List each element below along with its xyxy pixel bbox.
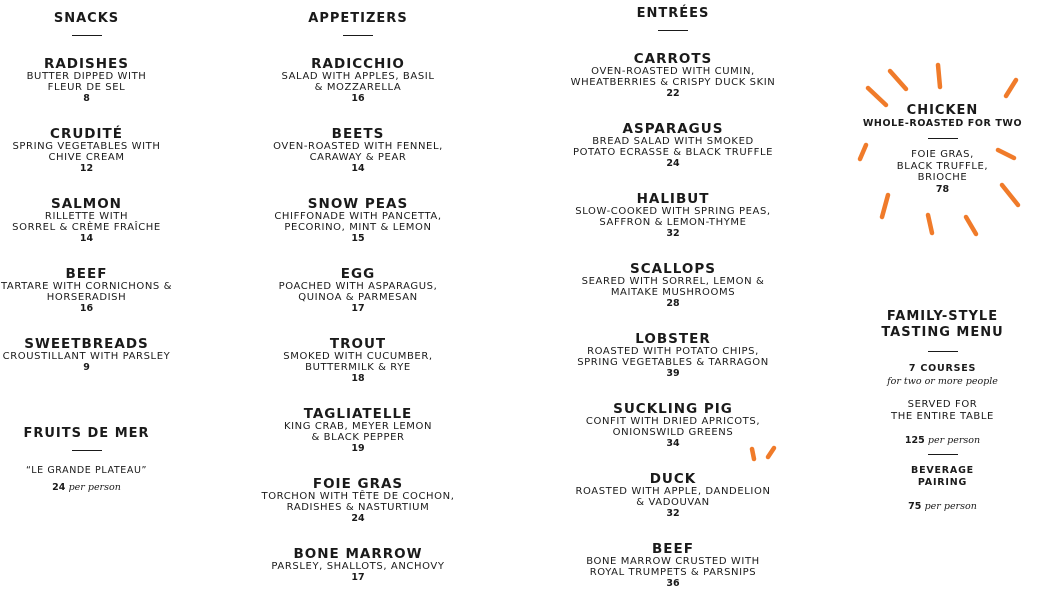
item-name: BEEF — [652, 541, 694, 557]
item-name: LOBSTER — [635, 331, 711, 347]
entrees-column — [560, 0, 786, 589]
item-price: 24 — [666, 158, 680, 169]
chicken-name: CHICKEN — [906, 103, 979, 118]
menu-item — [560, 472, 786, 519]
menu-item — [255, 337, 461, 384]
menu-item — [560, 52, 786, 99]
menu-item — [560, 122, 786, 169]
item-name: ASPARAGUS — [622, 121, 724, 137]
item-name: BEETS — [331, 126, 385, 142]
menu-item — [255, 547, 461, 583]
item-desc: PARSLEY, SHALLOTS, ANCHOVY — [271, 561, 445, 572]
item-price: 12 — [79, 163, 94, 174]
fruits-de-mer-quote: “LE GRANDE PLATEAU” — [25, 465, 148, 476]
item-desc: SPRING VEGETABLES WITH CHIVE CREAM — [12, 141, 161, 163]
item-desc: ROASTED WITH POTATO CHIPS, SPRING VEGETABLES & TARRAGON — [577, 346, 769, 368]
item-desc: KING CRAB, MEYER LEMON & BLACK PEPPER — [283, 421, 433, 443]
appetizers-column — [255, 0, 461, 583]
menu-item — [560, 542, 786, 589]
item-price: 14 — [79, 233, 94, 244]
item-price: 28 — [666, 298, 680, 309]
item-price: 32 — [666, 228, 680, 239]
item-price: 24 — [351, 513, 365, 524]
snacks-title: SNACKS — [53, 11, 120, 26]
item-name: BEEF — [65, 266, 108, 282]
item-price: 36 — [666, 578, 680, 589]
item-name: SWEETBREADS — [24, 336, 149, 352]
right-column — [855, 0, 1030, 512]
item-price: 17 — [351, 303, 365, 314]
item-price: 39 — [666, 368, 680, 379]
tasting-price: 125 per person — [904, 434, 981, 446]
chicken-desc: FOIE GRAS, BLACK TRUFFLE, BRIOCHE — [896, 149, 989, 183]
item-desc: BONE MARROW CRUSTED WITH ROYAL TRUMPETS & PARSNIPS — [586, 556, 760, 578]
item-price: 18 — [351, 373, 365, 384]
menu-item — [255, 267, 461, 314]
beverage-pairing: BEVERAGE PAIRING — [911, 464, 974, 488]
item-name: SALMON — [51, 196, 122, 212]
chicken-price: 78 — [935, 183, 950, 195]
chicken-subtitle: WHOLE-ROASTED FOR TWO — [862, 118, 1023, 129]
entrees-title: ENTRÉES — [636, 6, 710, 21]
item-desc: TORCHON WITH TÊTE DE COCHON, RADISHES & NASTURTIUM — [261, 491, 455, 513]
item-name: TROUT — [329, 336, 387, 352]
item-desc: CONFIT WITH DRIED APRICOTS, ONIONSWILD GREENS — [585, 416, 761, 438]
item-desc: RILLETTE WITH SORREL & CRÈME FRAÎCHE — [12, 211, 161, 233]
item-name: CRUDITÉ — [50, 126, 123, 142]
item-name: RADISHES — [43, 56, 130, 72]
item-price: 19 — [351, 443, 365, 454]
item-name: SCALLOPS — [630, 261, 716, 277]
menu-item — [255, 127, 461, 174]
item-price: 8 — [83, 93, 90, 104]
item-desc: BUTTER DIPPED WITH FLEUR DE SEL — [26, 71, 147, 93]
fruits-de-mer-title: FRUITS DE MER — [23, 426, 150, 441]
menu-item — [560, 262, 786, 309]
tasting-served: SERVED FOR THE ENTIRE TABLE — [891, 398, 994, 422]
item-desc: SEARED WITH SORREL, LEMON & MAITAKE MUSHROOMS — [581, 276, 765, 298]
item-price: 17 — [351, 572, 365, 583]
item-name: TAGLIATELLE — [303, 406, 413, 422]
item-name: EGG — [340, 266, 376, 282]
appetizers-title: APPETIZERS — [308, 11, 408, 26]
section-rule — [72, 35, 102, 36]
item-price: 9 — [83, 362, 90, 373]
item-price: 16 — [351, 93, 365, 104]
menu-item — [0, 197, 183, 244]
menu-item — [0, 127, 183, 174]
menu-item — [560, 402, 786, 449]
menu-item — [0, 337, 183, 373]
tasting-courses: 7 COURSES — [908, 362, 977, 374]
section-rule — [72, 450, 102, 451]
item-desc: ROASTED WITH APPLE, DANDELION & VADOUVAN — [575, 486, 771, 508]
item-desc: SMOKED WITH CUCUMBER, BUTTERMILK & RYE — [283, 351, 433, 373]
item-price: 32 — [666, 508, 680, 519]
menu-item — [255, 197, 461, 244]
menu-item — [255, 57, 461, 104]
menu-item — [0, 267, 183, 314]
section-rule — [928, 138, 958, 139]
item-name: BONE MARROW — [293, 546, 423, 562]
section-rule — [343, 35, 373, 36]
item-price: 16 — [79, 303, 94, 314]
item-name: HALIBUT — [636, 191, 710, 207]
item-desc: BREAD SALAD WITH SMOKED POTATO ECRASSE & BLACK TRUFFLE — [572, 136, 774, 158]
item-desc: TARTARE WITH CORNICHONS & HORSERADISH — [0, 281, 173, 303]
tasting-menu — [855, 309, 1030, 512]
accent-stroke — [752, 449, 754, 459]
beverage-price: 75 per person — [908, 500, 977, 512]
tasting-title: FAMILY-STYLE TASTING MENU — [881, 308, 1004, 340]
item-name: FOIE GRAS — [312, 476, 404, 492]
item-price: 34 — [666, 438, 680, 449]
duck-accent-marks — [744, 443, 780, 465]
item-name: SUCKLING PIG — [613, 401, 733, 417]
menu-item — [255, 407, 461, 454]
item-desc: CHIFFONADE WITH PANCETTA, PECORINO, MINT & LEMON — [274, 211, 442, 233]
chicken-feature — [855, 103, 1030, 195]
menu-item — [255, 477, 461, 524]
section-rule — [658, 30, 688, 31]
fruits-de-mer-section — [0, 426, 183, 493]
menu-item — [560, 332, 786, 379]
item-price: 14 — [351, 163, 365, 174]
item-name: CARROTS — [633, 51, 713, 67]
snacks-column — [0, 0, 183, 493]
section-rule — [928, 351, 958, 352]
item-desc: OVEN-ROASTED WITH CUMIN, WHEATBERRIES & CRISPY DUCK SKIN — [570, 66, 776, 88]
fruits-de-mer-price: 24 per person — [52, 482, 121, 493]
tasting-courses-note: for two or more people — [887, 375, 998, 387]
item-desc: SALAD WITH APPLES, BASIL & MOZZARELLA — [281, 71, 435, 93]
item-name: SNOW PEAS — [307, 196, 409, 212]
accent-stroke — [768, 448, 774, 457]
section-rule — [928, 454, 958, 455]
item-desc: OVEN-ROASTED WITH FENNEL, CARAWAY & PEAR — [273, 141, 443, 163]
item-desc: SLOW-COOKED WITH SPRING PEAS, SAFFRON & LEMON-THYME — [575, 206, 771, 228]
item-desc: POACHED WITH ASPARAGUS, QUINOA & PARMESAN — [278, 281, 438, 303]
item-name: DUCK — [649, 471, 697, 487]
menu-item — [0, 57, 183, 104]
menu-item — [560, 192, 786, 239]
item-price: 22 — [666, 88, 680, 99]
item-name: RADICCHIO — [311, 56, 405, 72]
item-price: 15 — [351, 233, 365, 244]
item-desc: CROUSTILLANT WITH PARSLEY — [2, 351, 171, 362]
